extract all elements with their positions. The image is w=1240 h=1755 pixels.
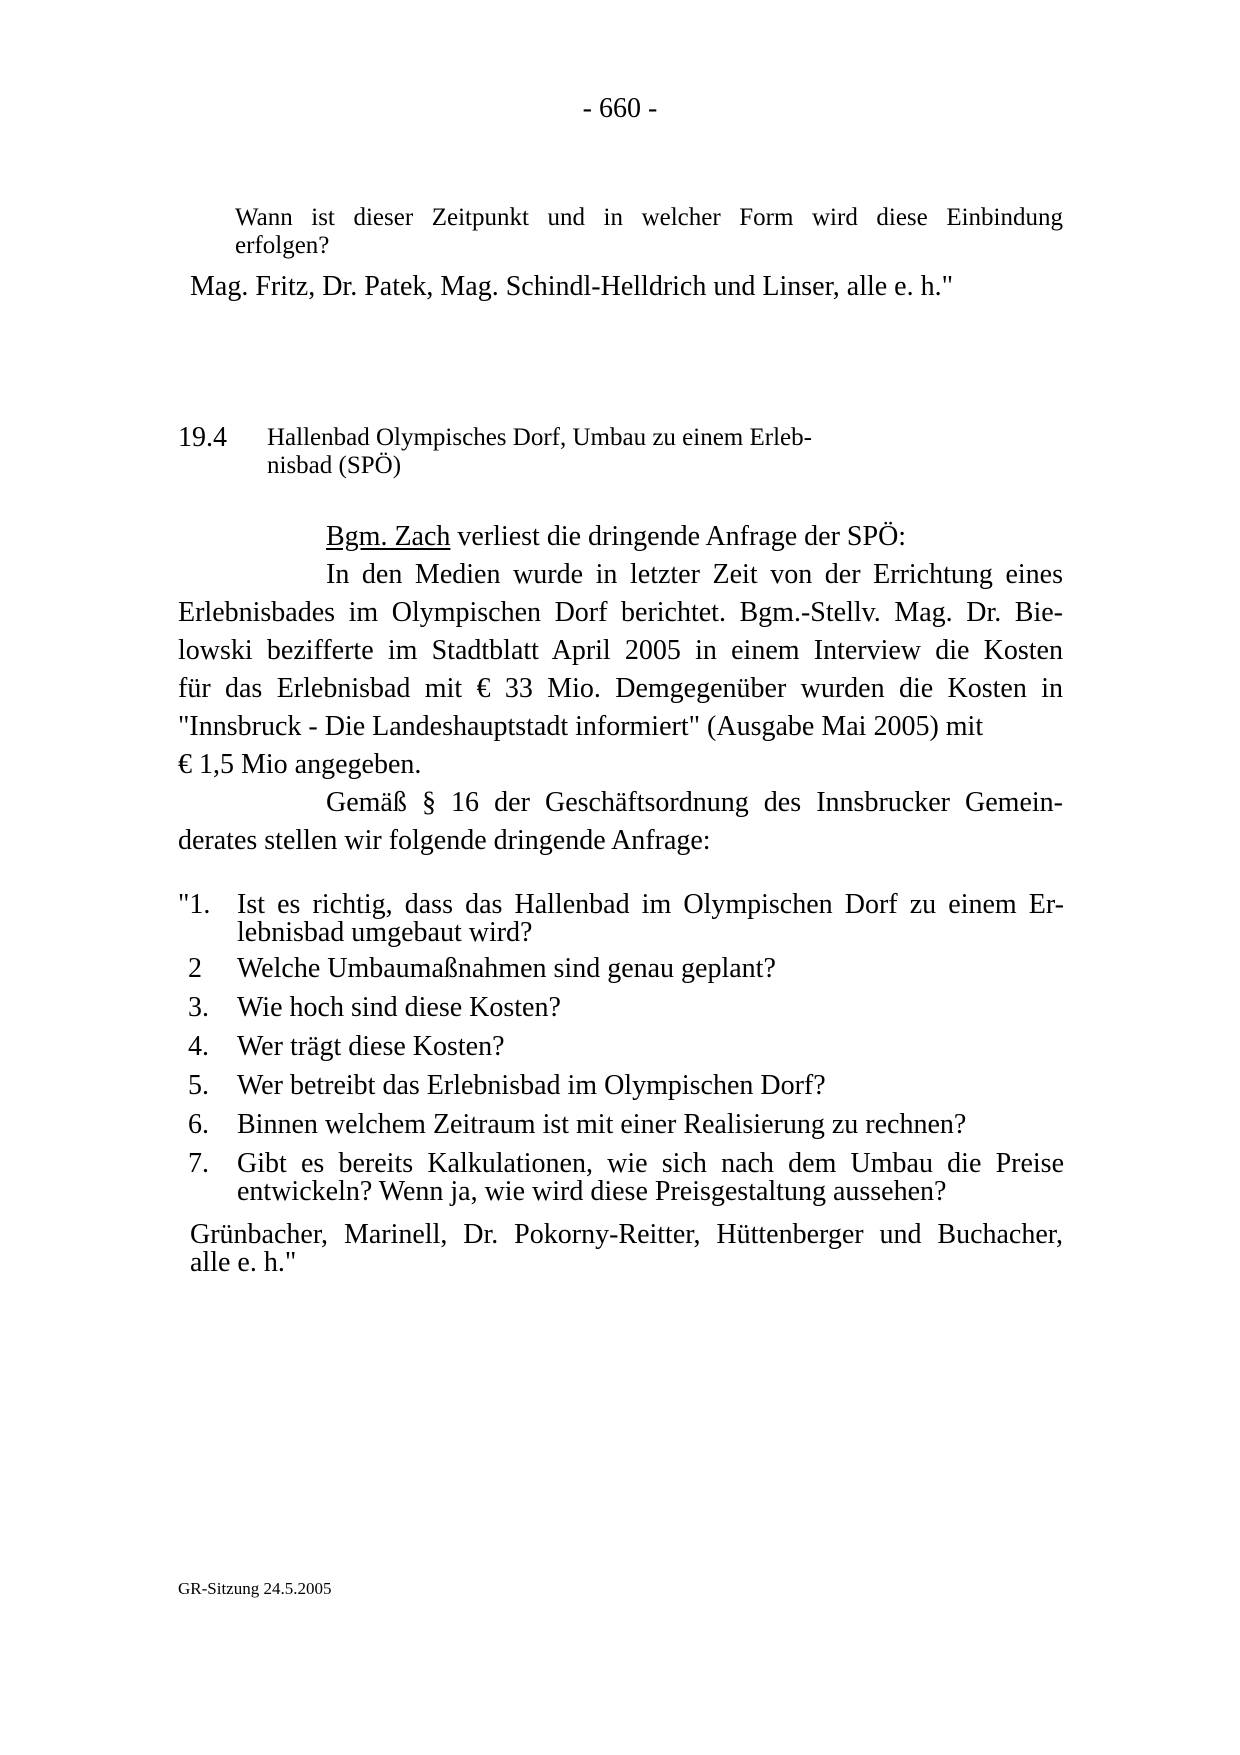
list-item-text-line-2: entwickeln? Wenn ja, wie wird diese Preisgestaltung aussehen?: [237, 1176, 947, 1207]
list-item-text: Welche Umbaumaßnahmen sind genau geplant?: [237, 953, 776, 984]
list-item-text: Binnen welchem Zeitraum ist mit einer Realisierung zu rechnen?: [237, 1109, 967, 1140]
list-item-number: 2: [188, 953, 202, 984]
signatories-line-2: alle e. h.": [190, 1247, 297, 1278]
list-item: [180, 1106, 1064, 1144]
section-title-line-1: Hallenbad Olympisches Dorf, Umbau zu einem Erleb-: [267, 424, 812, 451]
signatories-line-1: Grünbacher, Marinell, Dr. Pokorny-Reitter, Hüttenberger und Buchacher,: [190, 1219, 1063, 1250]
section-number: 19.4: [178, 422, 227, 453]
section-title: [267, 424, 907, 480]
previous-question-end: [235, 204, 1063, 232]
list-item-text: [237, 1150, 1064, 1206]
speaker-name: Bgm. Zach: [326, 521, 451, 552]
list-item-text: [237, 891, 1064, 947]
body-paragraph2-line-1: Gemäß § 16 der Geschäftsordnung des Innsbrucker Gemein-: [326, 787, 1063, 818]
list-item-number: 4.: [188, 1031, 209, 1062]
previous-question-end-line2: [235, 232, 1063, 260]
body-line-6: € 1,5 Mio angegeben.: [178, 749, 422, 780]
footer-session-date: GR-Sitzung 24.5.2005: [178, 1579, 332, 1598]
body-paragraph2-line-2: derates stellen wir folgende dringende Anfrage:: [178, 825, 711, 856]
list-item-text: Wie hoch sind diese Kosten?: [237, 992, 561, 1023]
list-item: [180, 950, 1064, 988]
intro-action: verliest die dringende Anfrage der SPÖ:: [450, 521, 907, 552]
list-item-text: Wer betreibt das Erlebnisbad im Olympischen Dorf?: [237, 1070, 826, 1101]
list-item: [180, 1028, 1064, 1066]
previous-signatories: Mag. Fritz, Dr. Patek, Mag. Schindl-Helldrich und Linser, alle e. h.": [190, 271, 954, 302]
list-item-number: 7.: [188, 1148, 209, 1179]
body-line-5: "Innsbruck - Die Landeshauptstadt informiert" (Ausgabe Mai 2005) mit: [178, 711, 984, 742]
previous-question-line-1: Wann ist dieser Zeitpunkt und in welcher Form wird diese Einbindung: [235, 204, 1063, 231]
body-line-2: Erlebnisbades im Olympischen Dorf berichtet. Bgm.-Stellv. Mag. Dr. Bie-: [178, 597, 1063, 628]
body-line-3: lowski bezifferte im Stadtblatt April 2005 in einem Interview die Kosten: [178, 635, 1063, 666]
list-item-number: 5.: [188, 1070, 209, 1101]
list-item: [180, 886, 1064, 946]
list-item-text: Wer trägt diese Kosten?: [237, 1031, 505, 1062]
page-number: - 660 -: [582, 93, 658, 124]
list-item-number: 3.: [188, 992, 209, 1023]
list-item: [180, 989, 1064, 1027]
list-item-text-line-1: Gibt es bereits Kalkulationen, wie sich nach dem Umbau die Preise: [237, 1148, 1064, 1179]
list-item-number: "1.: [178, 889, 211, 920]
signatories: [190, 1221, 1063, 1277]
previous-question-line-2: erfolgen?: [235, 232, 330, 259]
list-item-text-line-1: Ist es richtig, dass das Hallenbad im Olympischen Dorf zu einem Er-: [237, 889, 1064, 920]
list-item-number: 6.: [188, 1109, 209, 1140]
body-line-1: In den Medien wurde in letzter Zeit von der Errichtung eines: [326, 559, 1063, 590]
list-item-text-line-2: lebnisbad umgebaut wird?: [237, 917, 533, 948]
list-item: [180, 1150, 1064, 1210]
intro-line: [326, 518, 906, 556]
section-title-line-2: nisbad (SPÖ): [267, 452, 402, 479]
body-line-4: für das Erlebnisbad mit € 33 Mio. Demgegenüber wurden die Kosten in: [178, 673, 1063, 704]
list-item: [180, 1067, 1064, 1105]
